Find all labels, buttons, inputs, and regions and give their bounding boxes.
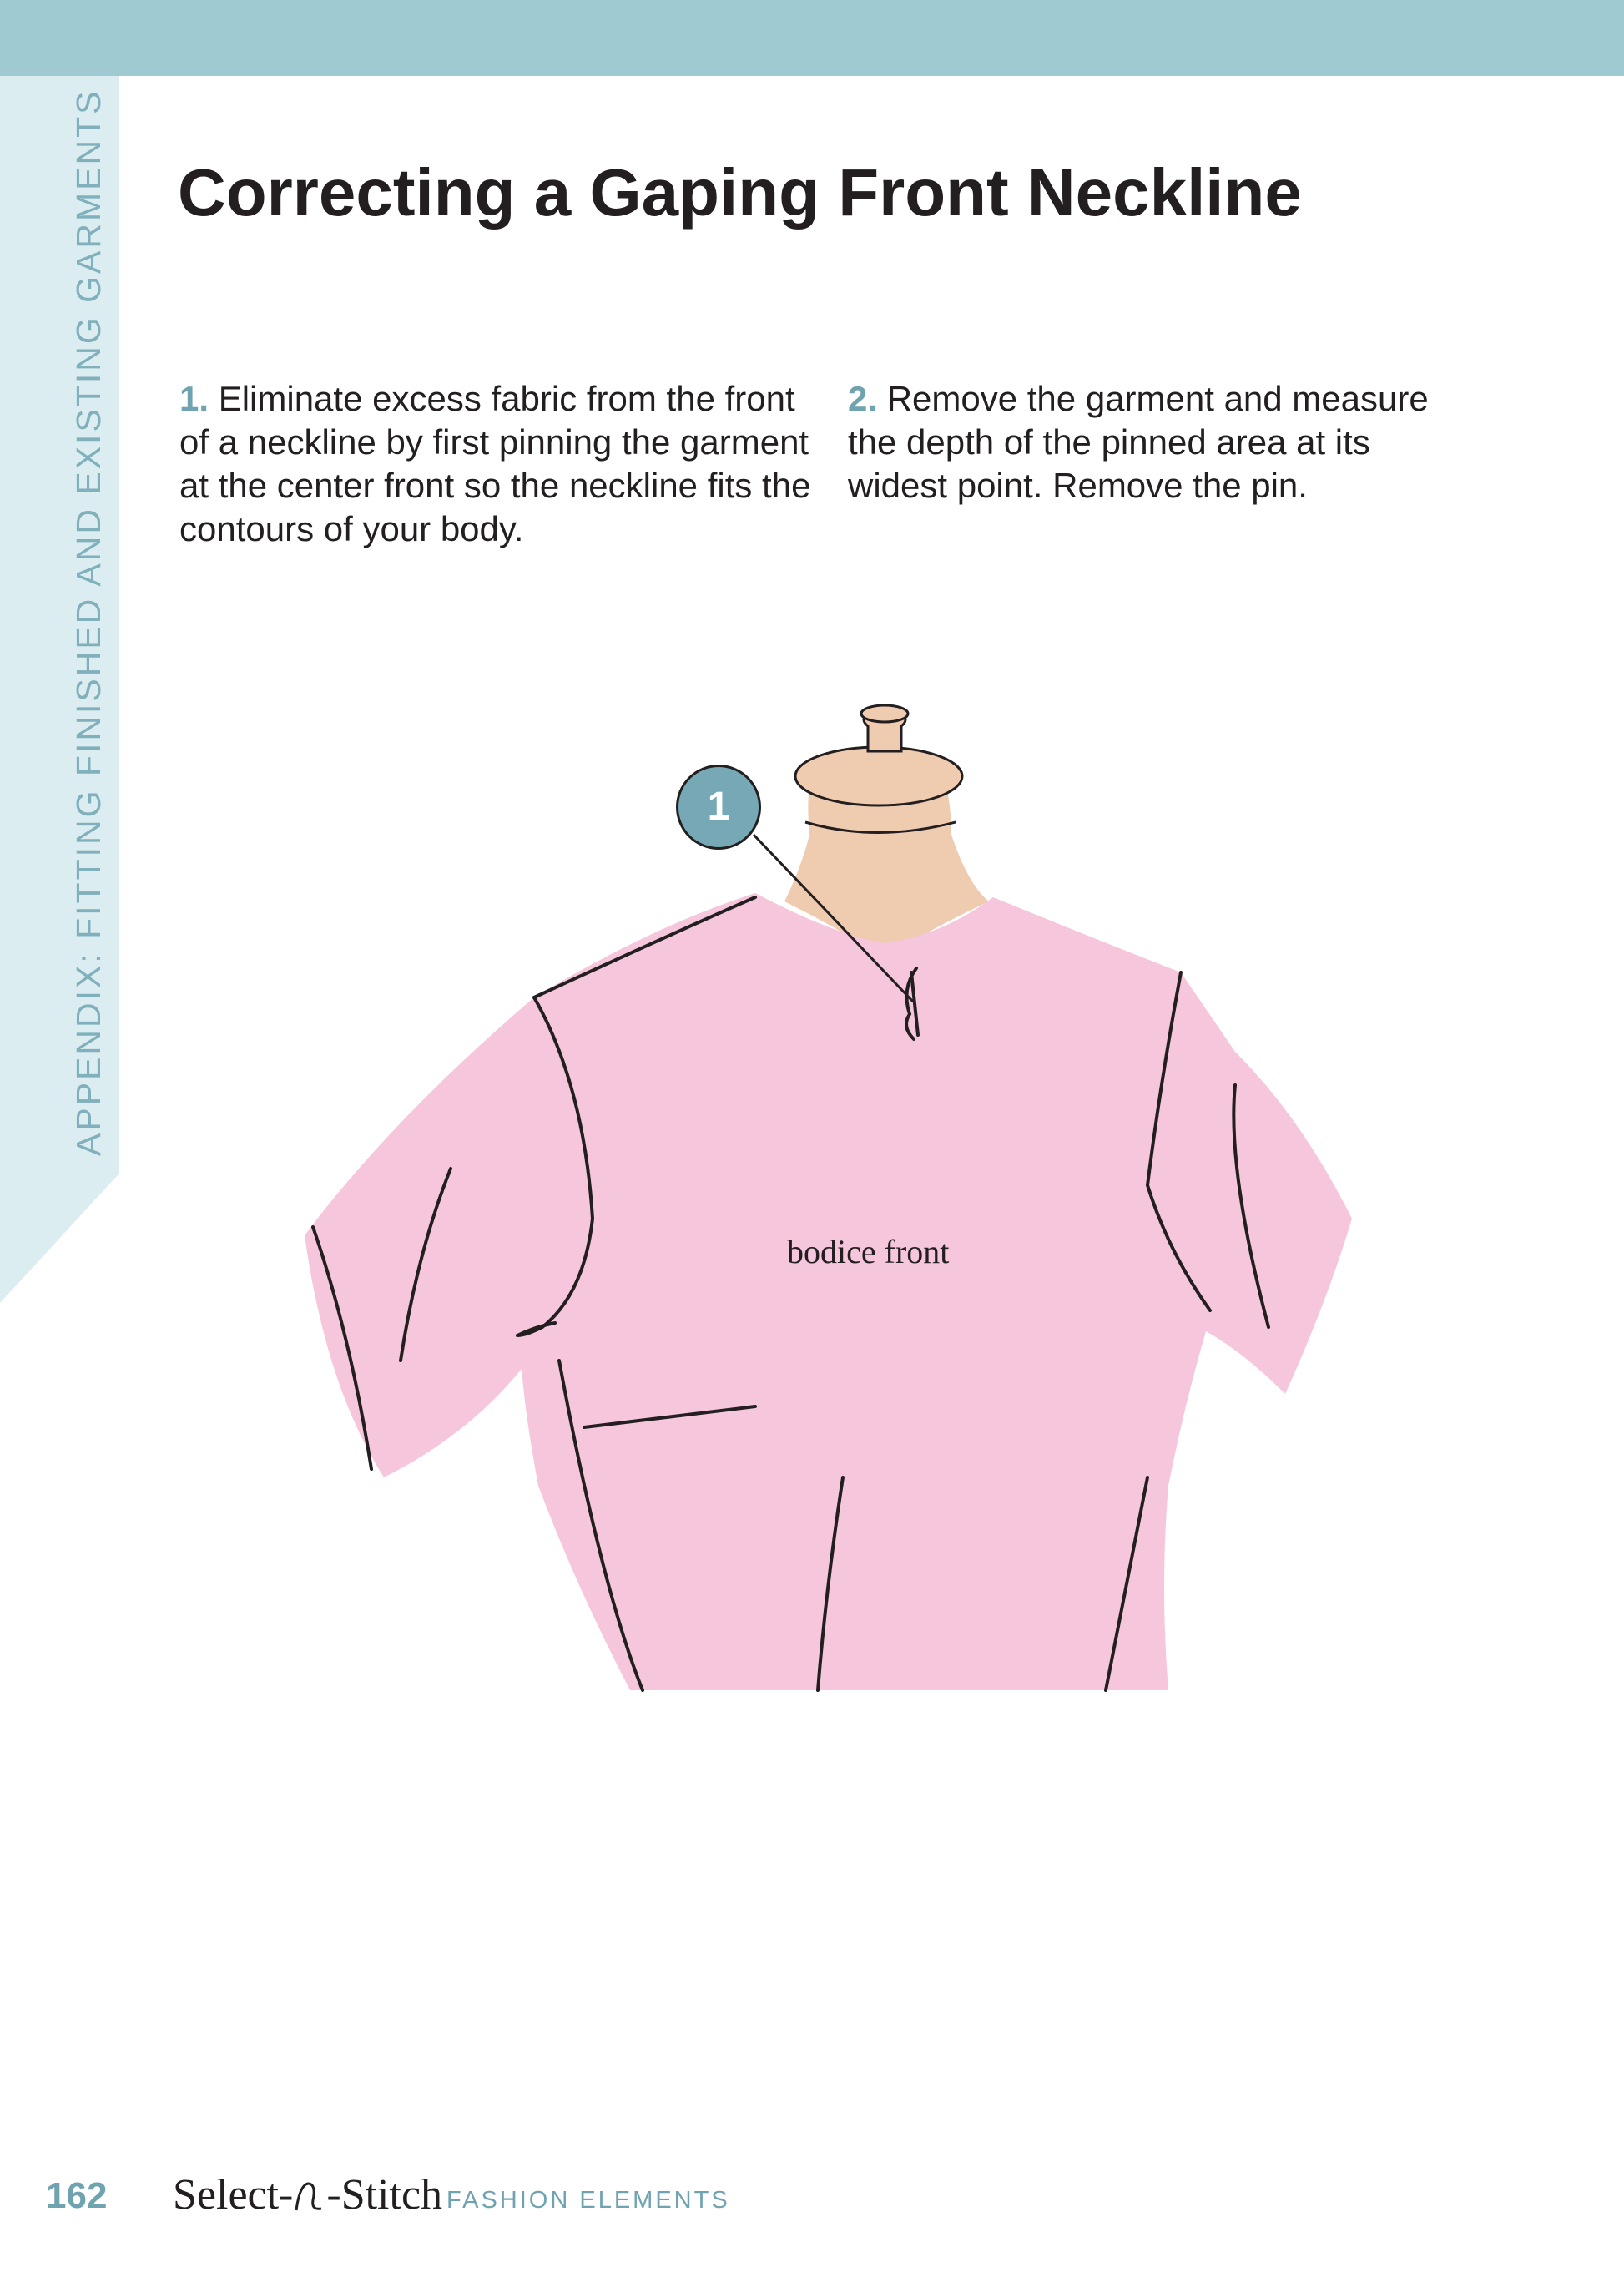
brand-logo xyxy=(173,2170,442,2219)
n-swirl-icon xyxy=(293,2177,326,2215)
page-number: 162 xyxy=(46,2175,108,2216)
bodice-label: bodice front xyxy=(787,1233,950,1270)
page-title: Correcting a Gaping Front Neckline xyxy=(178,155,1302,230)
step-1-number: 1. xyxy=(179,379,209,418)
brand-text-end: -Stitch xyxy=(326,2171,443,2219)
step-2-number: 2. xyxy=(848,379,878,418)
brand-tagline: FASHION ELEMENTS xyxy=(446,2187,730,2214)
bodice-garment xyxy=(305,893,1352,1690)
section-tab-label: APPENDIX: FITTING FINISHED AND EXISTING GARMENTS xyxy=(69,88,108,1156)
step-2-text: Remove the garment and measure the depth of the pinned area at its widest point. Remove the pin. xyxy=(848,379,1429,505)
step-1-text: Eliminate excess fabric from the front of a neckline by first pinning the garment at the center front so the neckline fits the contours of your body. xyxy=(179,379,811,548)
brand-text-start: Select- xyxy=(173,2171,294,2219)
callout-badge: 1 xyxy=(676,765,761,850)
